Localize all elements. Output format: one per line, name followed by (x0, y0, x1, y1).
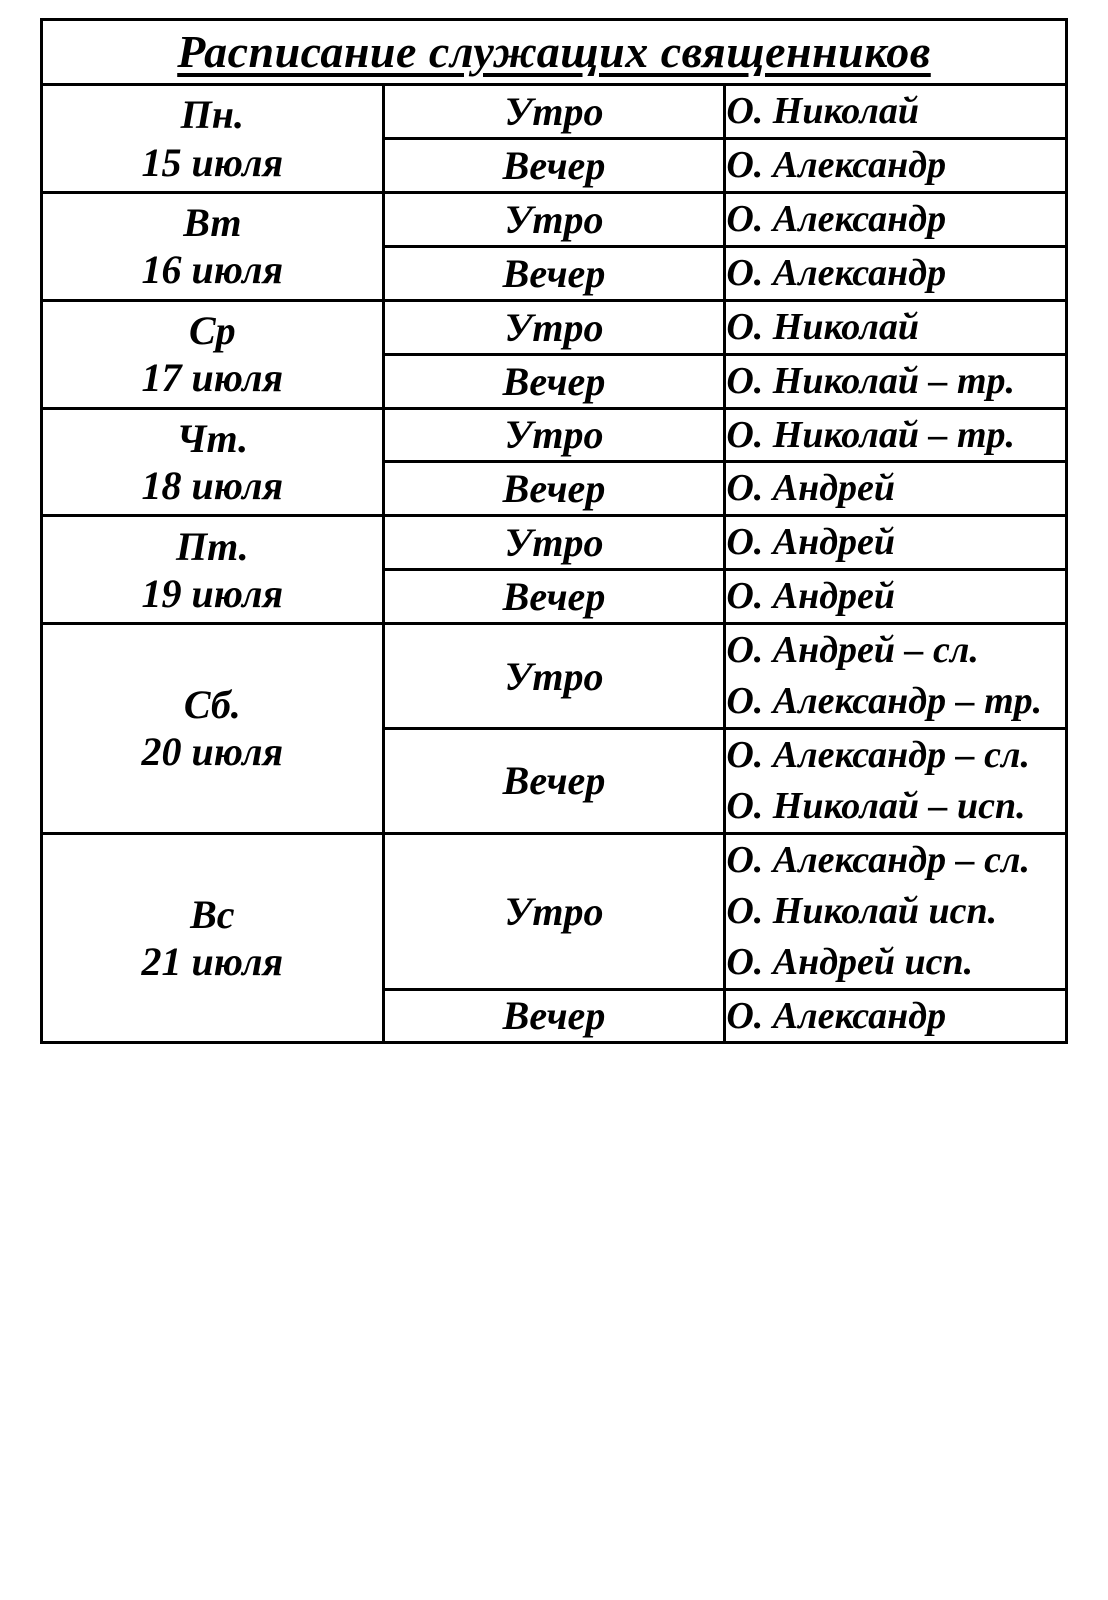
table-row (42, 300, 1067, 354)
day-date-label: 17 июля (141, 355, 284, 401)
schedule-table (40, 18, 1068, 1044)
priest-names-cell (725, 85, 1067, 139)
table-row (42, 516, 1067, 570)
priest-name: О. Александр (726, 197, 947, 240)
day-date-label: 15 июля (141, 139, 284, 185)
priest-name: О. Андрей (726, 575, 896, 618)
day-date-label: 20 июля (141, 729, 284, 775)
priest-names-cell (725, 408, 1067, 462)
priest-name: О. Николай (726, 305, 919, 348)
day-date-label: 16 июля (141, 247, 284, 293)
priest-name: О. Николай – тр. (726, 359, 1016, 402)
day-date-label: 19 июля (141, 570, 284, 616)
priest-name: О. Николай – исп. (726, 784, 1026, 827)
service-time-cell: Вечер (383, 139, 725, 193)
service-time-cell: Утро (383, 516, 725, 570)
service-time-cell: Утро (383, 408, 725, 462)
day-cell (42, 85, 384, 193)
day-date-label: 21 июля (141, 939, 284, 985)
day-of-week-label: Ср (188, 307, 236, 353)
service-time-cell: Вечер (383, 246, 725, 300)
priest-name: О. Александр – тр. (726, 680, 1043, 723)
day-date-label: 18 июля (141, 462, 284, 508)
service-time-cell: Вечер (383, 570, 725, 624)
priest-names-cell (725, 989, 1067, 1043)
priest-name: О. Андрей (726, 467, 896, 510)
priest-name: О. Александр (726, 994, 947, 1037)
service-time-cell: Вечер (383, 728, 725, 833)
priest-name: О. Александр (726, 251, 947, 294)
day-of-week-label: Вс (190, 891, 235, 937)
priest-name: О. Андрей (726, 521, 896, 564)
service-time-cell: Утро (383, 85, 725, 139)
priest-name: О. Александр – сл. (726, 838, 1030, 881)
priest-names-cell (725, 624, 1067, 729)
priest-names-cell (725, 570, 1067, 624)
priest-names-cell (725, 246, 1067, 300)
day-cell (42, 192, 384, 300)
day-cell (42, 833, 384, 1043)
day-of-week-label: Пт. (175, 523, 249, 569)
day-of-week-label: Вт (183, 200, 242, 246)
priest-names-cell (725, 139, 1067, 193)
table-row (42, 833, 1067, 989)
priest-name: О. Николай исп. (726, 889, 998, 932)
table-row (42, 85, 1067, 139)
table-row (42, 192, 1067, 246)
priest-name: О. Николай – тр. (726, 413, 1016, 456)
page-title-text: Расписание служащих священников (177, 26, 931, 77)
day-cell (42, 624, 384, 834)
service-time-cell: Утро (383, 300, 725, 354)
priest-names-cell (725, 354, 1067, 408)
day-cell (42, 408, 384, 516)
day-of-week-label: Чт. (176, 415, 249, 461)
priest-name: О. Андрей – сл. (726, 629, 979, 672)
priest-names-cell (725, 462, 1067, 516)
day-of-week-label: Пн. (180, 92, 244, 138)
priest-names-cell (725, 833, 1067, 989)
day-cell (42, 516, 384, 624)
priest-name: О. Андрей исп. (726, 940, 974, 983)
priest-name: О. Александр – сл. (726, 733, 1030, 776)
priest-names-cell (725, 192, 1067, 246)
service-time-cell: Вечер (383, 989, 725, 1043)
service-time-cell: Вечер (383, 354, 725, 408)
priest-name: О. Александр (726, 144, 947, 186)
table-row (42, 408, 1067, 462)
service-time-cell: Утро (383, 192, 725, 246)
priest-names-cell (725, 300, 1067, 354)
service-time-cell: Утро (383, 833, 725, 989)
title-row (42, 20, 1067, 85)
priest-names-cell (725, 516, 1067, 570)
service-time-cell: Утро (383, 624, 725, 729)
day-cell (42, 300, 384, 408)
day-of-week-label: Сб. (183, 682, 241, 728)
service-time-cell: Вечер (383, 462, 725, 516)
table-row (42, 624, 1067, 729)
page-title (42, 20, 1067, 85)
priest-names-cell (725, 728, 1067, 833)
priest-name: О. Николай (726, 90, 919, 133)
